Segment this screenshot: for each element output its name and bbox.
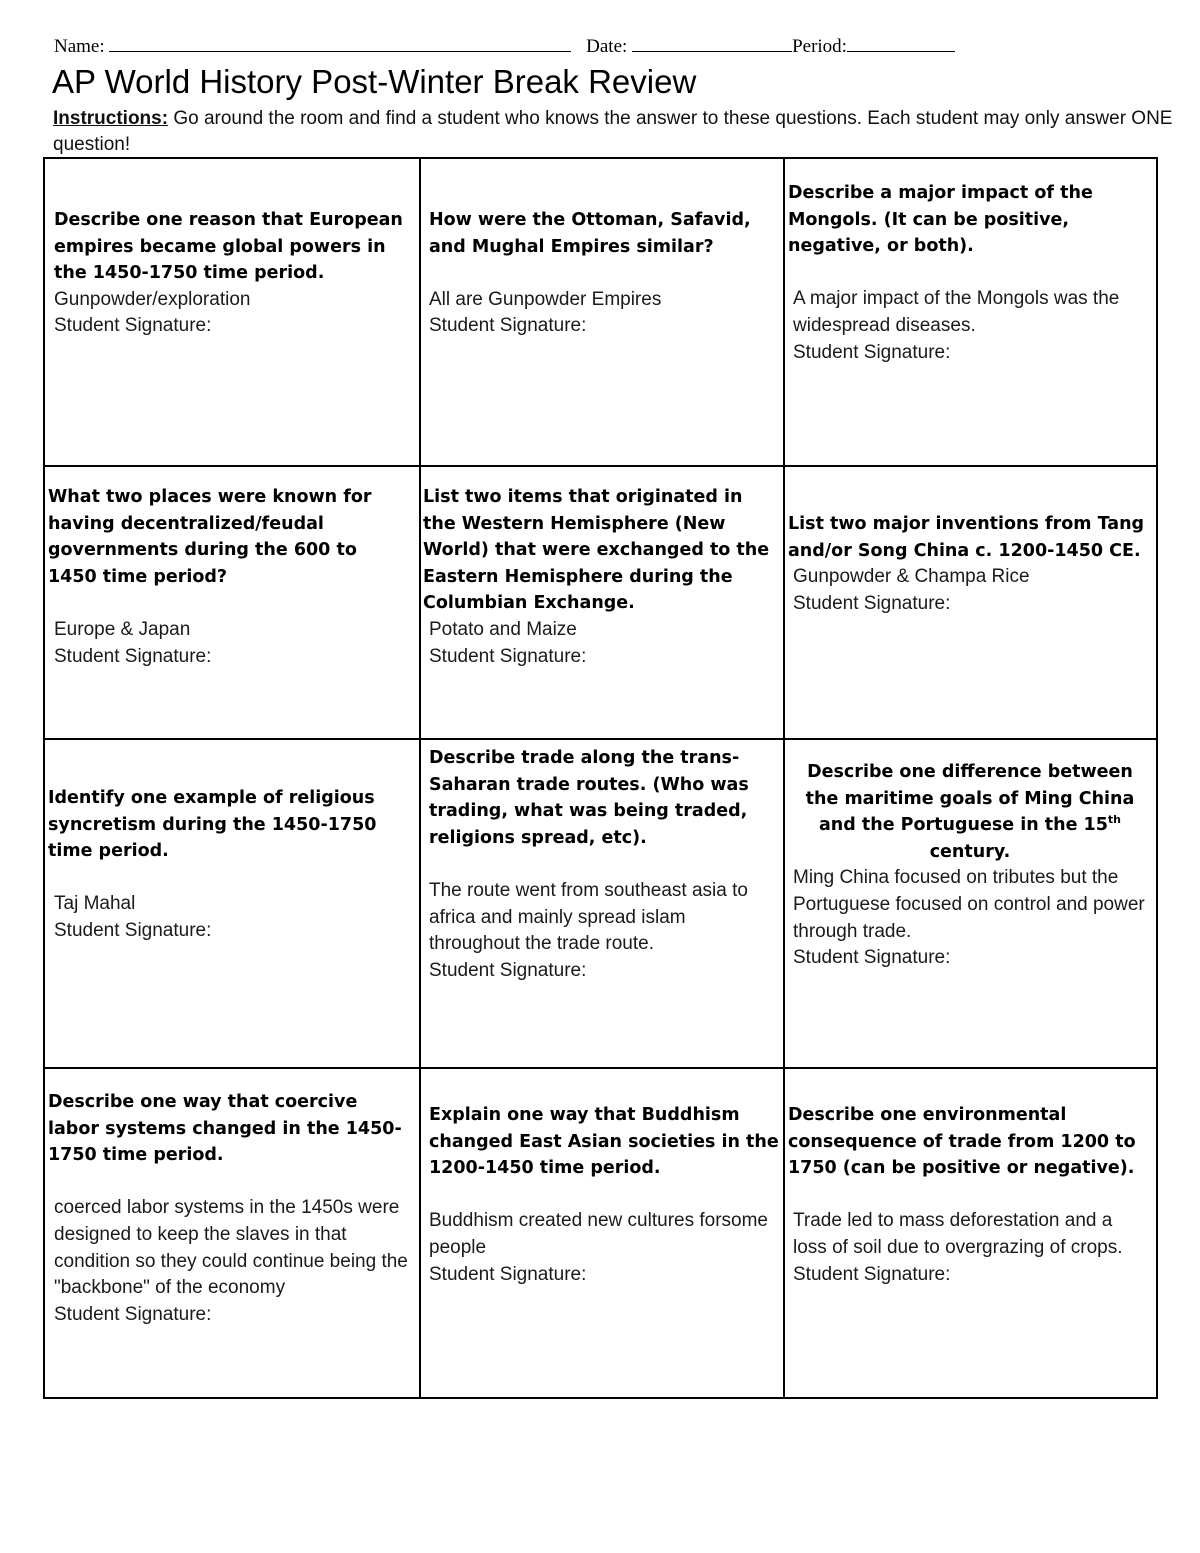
question-grid: [43, 157, 1158, 1399]
answer-text[interactable]: All are Gunpowder Empires: [429, 288, 662, 310]
question-cell: [423, 484, 778, 670]
question-text: Explain one way that Buddhism changed East Asian societies in the 1200-1450 time period.: [429, 1105, 779, 1179]
period-blank[interactable]: [847, 36, 955, 52]
signature-label[interactable]: Student Signature:: [793, 947, 951, 969]
signature-label[interactable]: Student Signature:: [54, 1303, 212, 1325]
instructions-label: Instructions:: [53, 108, 169, 129]
signature-label[interactable]: Student Signature:: [429, 1263, 587, 1285]
question-text: How were the Ottoman, Safavid, and Mughal Empires similar?: [429, 210, 751, 257]
answer-text[interactable]: Buddhism created new cultures forsome people: [429, 1210, 768, 1258]
page-title: AP World History Post-Winter Break Review: [52, 63, 697, 100]
grid-divider: [45, 465, 1156, 467]
question-cell: [788, 759, 1152, 972]
question-text: Describe one way that coercive labor systems changed in the 1450-1750 time period.: [48, 1092, 402, 1166]
question-text: Describe a major impact of the Mongols. (It can be positive, negative, or both).: [788, 183, 1093, 257]
instructions: [53, 106, 1173, 158]
signature-label[interactable]: Student Signature:: [429, 959, 587, 981]
answer-text[interactable]: Ming China focused on tributes but the Portuguese focused on control and power through trade.: [793, 867, 1145, 942]
grid-divider: [783, 159, 785, 1397]
question-cell: [788, 180, 1143, 366]
question-cell: [48, 484, 410, 670]
answer-text[interactable]: The route went from southeast asia to africa and mainly spread islam throughout the trade route.: [429, 879, 748, 955]
signature-label[interactable]: Student Signature:: [793, 592, 951, 614]
answer-text[interactable]: Gunpowder & Champa Rice: [793, 566, 1030, 588]
answer-text[interactable]: Taj Mahal: [54, 893, 136, 915]
signature-label[interactable]: Student Signature:: [429, 645, 587, 667]
signature-label[interactable]: Student Signature:: [793, 1263, 951, 1285]
question-cell: [429, 1102, 779, 1288]
question-text: List two major inventions from Tang and/or Song China c. 1200-1450 CE.: [788, 514, 1145, 561]
signature-label[interactable]: Student Signature:: [54, 645, 212, 667]
answer-text[interactable]: A major impact of the Mongols was the widespread diseases.: [793, 288, 1120, 336]
grid-divider: [45, 1067, 1156, 1069]
question-cell: [48, 1089, 410, 1328]
question-text: [788, 759, 1152, 865]
question-cell: [788, 511, 1148, 617]
question-text-end: century.: [929, 841, 1011, 862]
question-text: What two places were known for having decentralized/feudal governments during the 600 to 1450 time period?: [48, 487, 372, 587]
question-cell: [429, 745, 779, 984]
grid-divider: [419, 159, 421, 1397]
date-blank[interactable]: [632, 36, 792, 52]
instructions-text: Go around the room and find a student who knows the answer to these questions. Each student may only answer ONE question!: [53, 108, 1173, 155]
answer-text[interactable]: coerced labor systems in the 1450s were designed to keep the slaves in that condition so they could continue being the "backbone" of the economy: [54, 1197, 408, 1299]
answer-text[interactable]: Europe & Japan: [54, 618, 191, 640]
signature-label[interactable]: Student Signature:: [54, 315, 212, 337]
question-text: Identify one example of religious syncretism during the 1450-1750 time period.: [48, 788, 377, 862]
question-text: List two items that originated in the Western Hemisphere (New World) that were exchanged to the Eastern Hemisphere during the Columbian Exchange.: [423, 487, 770, 614]
date-label: Date:: [586, 36, 628, 57]
question-text: Describe trade along the trans-Saharan trade routes. (Who was trading, what was being traded, religions spread, etc).: [429, 748, 749, 848]
question-cell: [48, 785, 410, 945]
grid-divider: [45, 738, 1156, 740]
question-text: Describe one reason that European empires became global powers in the 1450-1750 time period.: [54, 210, 403, 284]
question-cell: [788, 1102, 1148, 1288]
question-cell: [54, 207, 414, 340]
header-line: [54, 36, 1154, 58]
question-text: Describe one environmental consequence of trade from 1200 to 1750 (can be positive or negative).: [788, 1105, 1136, 1179]
question-text-sup: th: [1107, 813, 1121, 827]
name-label: Name:: [54, 36, 105, 57]
answer-text[interactable]: Trade led to mass deforestation and a loss of soil due to overgrazing of crops.: [793, 1210, 1123, 1258]
signature-label[interactable]: Student Signature:: [54, 919, 212, 941]
period-label: Period:: [792, 36, 847, 57]
name-blank[interactable]: [109, 36, 571, 52]
answer-text[interactable]: Gunpowder/exploration: [54, 288, 251, 310]
question-text-main: Describe one difference between the maritime goals of Ming China and the Portuguese in the 15: [805, 762, 1135, 836]
signature-label[interactable]: Student Signature:: [429, 315, 587, 337]
signature-label[interactable]: Student Signature:: [793, 341, 951, 363]
question-cell: [429, 207, 779, 340]
answer-text[interactable]: Potato and Maize: [429, 618, 577, 640]
